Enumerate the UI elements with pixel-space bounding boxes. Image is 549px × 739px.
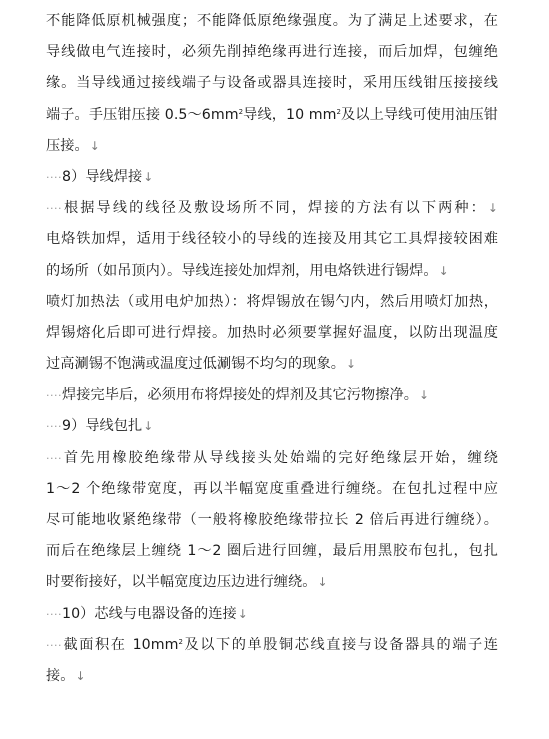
text-line [46, 661, 498, 692]
paragraph-mark-icon: ↓ [487, 201, 498, 216]
line-text: 而后在绝缘层上缠绕 1～2 圈后进行回缠，最后用黑胶布包扎，包扎 [46, 543, 498, 560]
text-line [46, 536, 498, 567]
indent-marker: ···· [46, 607, 62, 621]
line-text: 的场所（如吊顶内）。导线连接处加焊剂，用电烙铁进行锡焊。 [46, 262, 438, 279]
line-text: 首先用橡胶绝缘带从导线接头处始端的完好绝缘层开始，缠绕 [62, 449, 498, 466]
indent-marker: ···· [46, 638, 62, 652]
text-line [46, 474, 498, 505]
text-line [46, 380, 498, 411]
line-text: 电烙铁加焊，适用于线径较小的导线的连接及用其它工具焊接较困难 [46, 231, 498, 248]
line-text: 导线，10 mm [243, 106, 337, 123]
text-line [46, 256, 498, 287]
text-line [46, 630, 498, 661]
text-line [46, 505, 498, 536]
text-line [46, 131, 498, 162]
paragraph-mark-icon: ↓ [438, 263, 449, 278]
line-text: 不能降低原机械强度；不能降低原绝缘强度。为了满足上述要求，在 [46, 13, 498, 29]
text-line [46, 224, 498, 255]
line-text: 10）芯线与电器设备的连接 [62, 605, 237, 622]
line-text: 端子。手压钳压接 0.5～6mm [46, 106, 239, 123]
line-text: 根据导线的线径及敷设场所不同，焊接的方法有以下两种： [62, 200, 487, 217]
document-page [46, 6, 498, 692]
paragraph-mark-icon: ↓ [143, 169, 154, 184]
paragraph-mark-icon: ↓ [317, 575, 328, 590]
line-text: 尽可能地收紧绝缘带（一般将橡胶绝缘带拉长 2 倍后再进行缠绕）。 [46, 512, 498, 528]
text-line [46, 6, 498, 37]
line-text: 截面积在 10mm [62, 636, 179, 653]
text-line [46, 193, 498, 224]
line-text: 时要衔接好，以半幅宽度边压边进行缠绕。 [46, 574, 317, 591]
line-text: 焊锡熔化后即可进行焊接。加热时必须要掌握好温度，以防出现温度 [46, 324, 498, 341]
superscript: 2 [238, 107, 244, 116]
paragraph-mark-icon: ↓ [75, 668, 86, 683]
text-line [46, 68, 498, 99]
text-line [46, 37, 498, 68]
indent-marker: ···· [46, 451, 62, 465]
text-line [46, 599, 498, 630]
paragraph-mark-icon: ↓ [237, 606, 248, 621]
line-text: 喷灯加热法（或用电炉加热）：将焊锡放在锡勺内，然后用喷灯加热， [46, 293, 498, 310]
text-line [46, 287, 498, 318]
paragraph-mark-icon: ↓ [89, 138, 100, 153]
text-line [46, 318, 498, 349]
line-text: 接。 [46, 667, 75, 684]
line-text: 缘。当导线通过接线端子与设备或器具连接时，采用压线钳压接接线 [46, 75, 498, 92]
text-line [46, 411, 498, 442]
line-text: 1～2 个绝缘带宽度，再以半幅宽度重叠进行缠绕。在包扎过程中应 [46, 480, 498, 497]
line-text: 焊接完毕后，必须用布将焊接处的焊剂及其它污物擦净。 [62, 387, 418, 404]
line-text: 导线做电气连接时，必须先削掉绝缘再进行连接，而后加焊，包缠绝 [46, 44, 498, 61]
paragraph-mark-icon: ↓ [418, 388, 430, 403]
indent-marker: ···· [46, 420, 62, 434]
indent-marker: ···· [46, 202, 62, 216]
text-line [46, 349, 498, 380]
text-line [46, 100, 498, 131]
line-text: 8）导线焊接 [62, 168, 143, 185]
paragraph-mark-icon: ↓ [346, 357, 357, 372]
line-text: 及以上导线可使用油压钳 [341, 106, 498, 123]
indent-marker: ···· [46, 170, 62, 184]
line-text: 9）导线包扎 [62, 418, 143, 435]
indent-marker: ···· [46, 389, 62, 403]
text-line [46, 443, 498, 474]
superscript: 2 [336, 107, 341, 116]
line-text: 及以下的单股铜芯线直接与设备器具的端子连 [183, 636, 498, 653]
line-text: 压接。 [46, 137, 89, 154]
line-text: 过高涮锡不饱满或温度过低涮锡不均匀的现象。 [46, 356, 345, 373]
text-line [46, 567, 498, 598]
superscript: 2 [178, 637, 183, 646]
paragraph-mark-icon: ↓ [143, 419, 154, 434]
text-line [46, 162, 498, 193]
